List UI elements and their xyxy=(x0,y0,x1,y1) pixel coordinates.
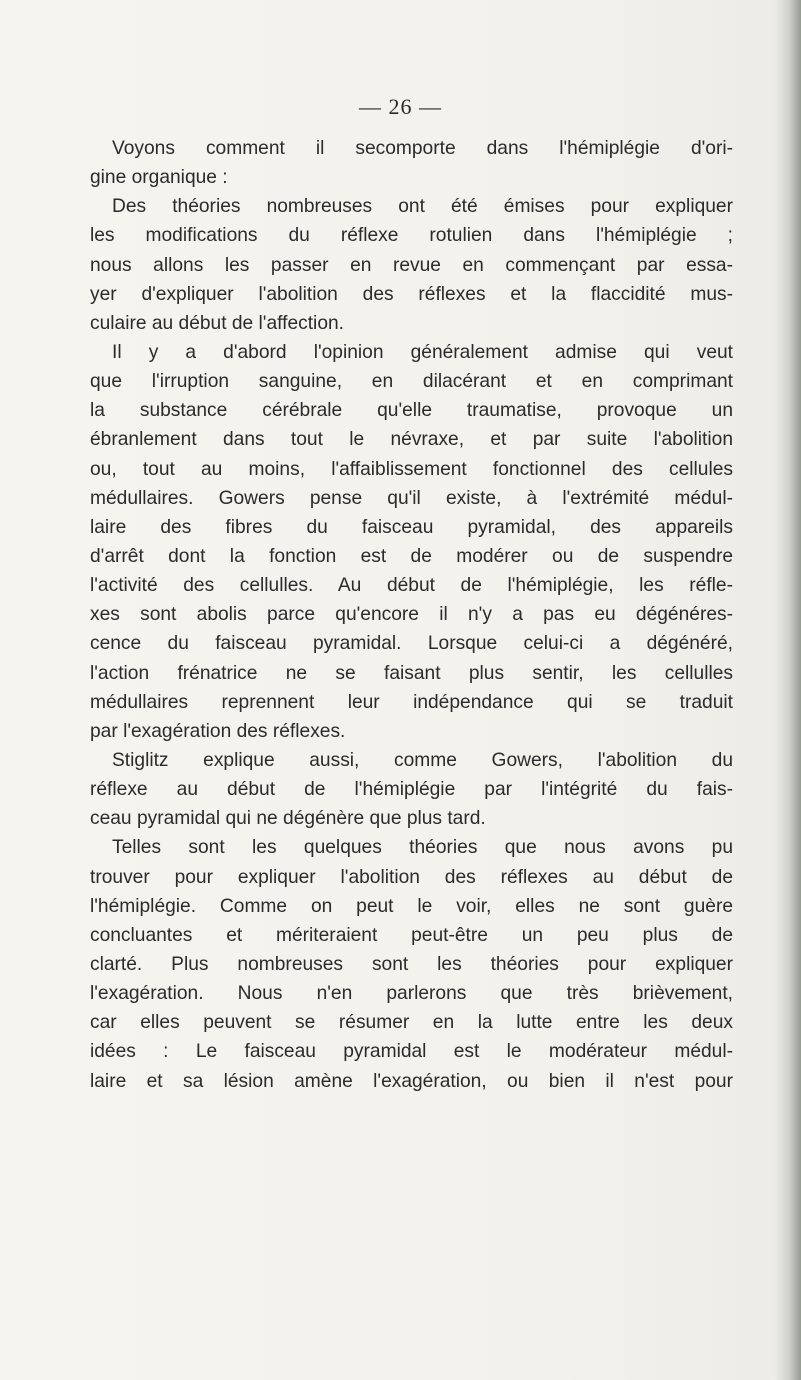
text-line: cence du faisceau pyramidal. Lorsque celui-ci a dégénéré, xyxy=(90,633,733,655)
page-number: — 26 — xyxy=(359,94,442,119)
text-line: que l'irruption sanguine, en dilacérant et en comprimant xyxy=(90,371,733,393)
text-line: idées : Le faisceau pyramidal est le modérateur médul- xyxy=(90,1041,733,1063)
text-line: médullaires reprennent leur indépendance qui se traduit xyxy=(90,691,733,713)
text-line: laire des fibres du faisceau pyramidal, des appareils xyxy=(90,516,733,538)
text-line: clarté. Plus nombreuses sont les théories pour expliquer xyxy=(90,953,733,975)
text-line: concluantes et mériteraient peut-être un peu plus de xyxy=(90,924,733,946)
text-line: xes sont abolis parce qu'encore il n'y a pas eu dégénéres- xyxy=(90,604,733,626)
text-line: gine organique : xyxy=(90,167,228,189)
text-line: médullaires. Gowers pense qu'il existe, à l'extrémité médul- xyxy=(90,487,733,509)
body-text xyxy=(90,134,733,1096)
text-line: ceau pyramidal qui ne dégénère que plus tard. xyxy=(90,808,486,830)
text-line: Telles sont les quelques théories que nous avons pu xyxy=(112,837,733,859)
text-line: l'hémiplégie. Comme on peut le voir, elles ne sont guère xyxy=(90,895,733,917)
text-line: l'exagération. Nous n'en parlerons que très brièvement, xyxy=(90,983,733,1005)
page-edge-shadow xyxy=(775,0,801,1380)
text-line: l'action frénatrice ne se faisant plus sentir, les cellulles xyxy=(90,662,733,684)
text-line: réflexe au début de l'hémiplégie par l'intégrité du fais- xyxy=(90,779,733,801)
text-line: d'arrêt dont la fonction est de modérer ou de suspendre xyxy=(90,545,733,567)
text-line: l'activité des cellulles. Au début de l'hémiplégie, les réfle- xyxy=(90,575,733,597)
text-line: ou, tout au moins, l'affaiblissement fonctionnel des cellules xyxy=(90,458,733,480)
text-line: culaire au début de l'affection. xyxy=(90,312,344,334)
text-line: laire et sa lésion amène l'exagération, ou bien il n'est pour xyxy=(90,1070,733,1092)
text-line: yer d'expliquer l'abolition des réflexes et la flaccidité mus- xyxy=(90,283,733,305)
text-line: Des théories nombreuses ont été émises pour expliquer xyxy=(112,196,733,218)
text-line: trouver pour expliquer l'abolition des réflexes au début de xyxy=(90,866,733,888)
text-line: par l'exagération des réflexes. xyxy=(90,720,346,742)
text-line: les modifications du réflexe rotulien dans l'hémiplégie ; xyxy=(90,225,733,247)
text-line: Stiglitz explique aussi, comme Gowers, l'abolition du xyxy=(112,749,733,771)
text-line: Il y a d'abord l'opinion généralement admise qui veut xyxy=(112,341,733,363)
text-line: Voyons comment il secomporte dans l'hémiplégie d'ori- xyxy=(112,138,733,159)
text-line: nous allons les passer en revue en commençant par essa- xyxy=(90,254,733,276)
text-line: car elles peuvent se résumer en la lutte entre les deux xyxy=(90,1012,733,1034)
text-line: la substance cérébrale qu'elle traumatise, provoque un xyxy=(90,400,733,422)
text-line: ébranlement dans tout le névraxe, et par suite l'abolition xyxy=(90,429,733,451)
